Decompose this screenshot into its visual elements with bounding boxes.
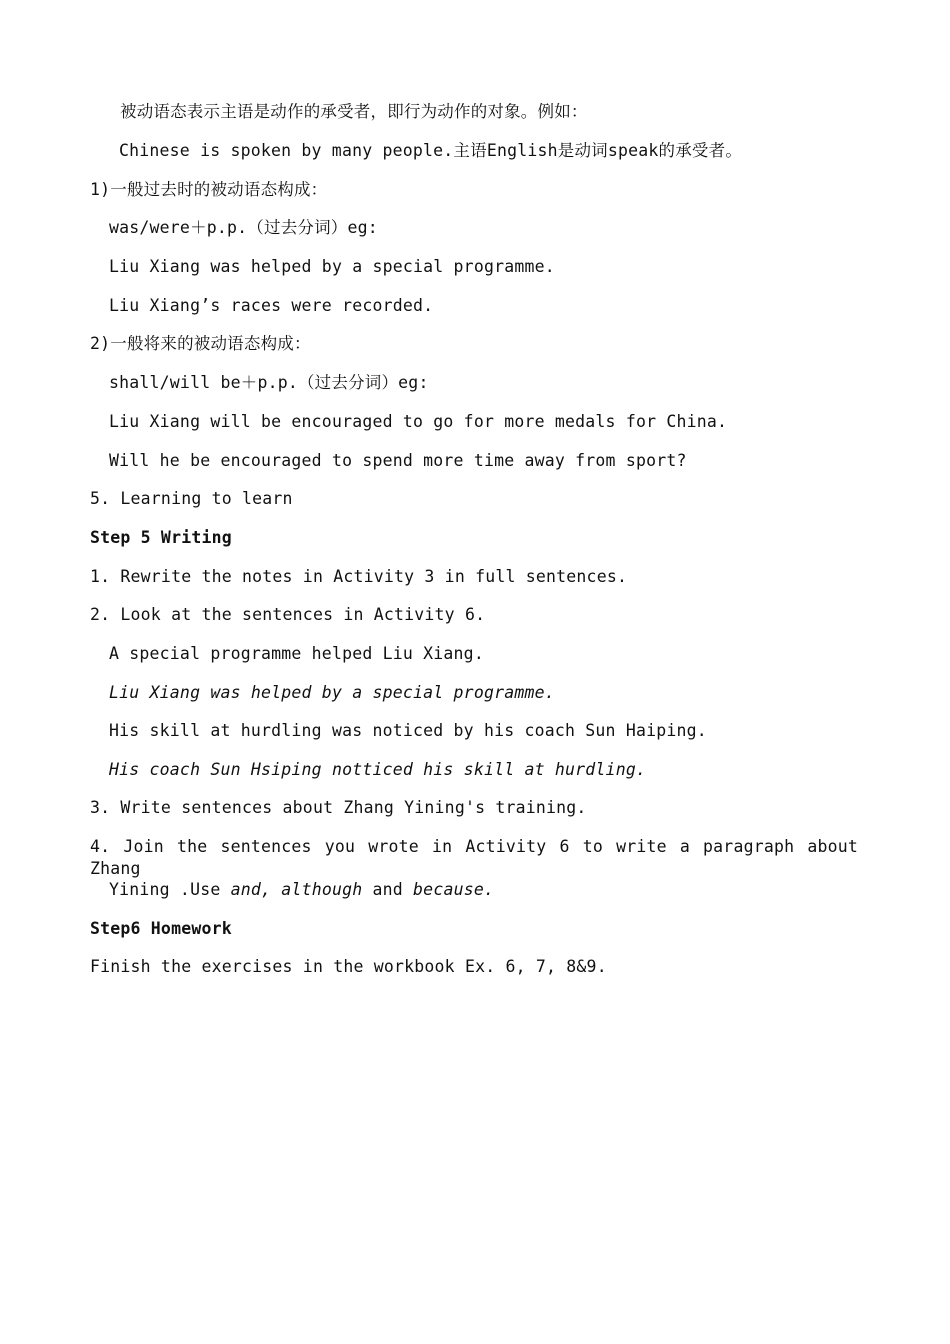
- past-passive-structure: was/were＋p.p.（过去分词）eg:: [109, 218, 378, 237]
- item4-word-although: although: [281, 880, 363, 899]
- step5-heading: Step 5 Writing: [90, 528, 232, 547]
- item4-word-and: and,: [230, 880, 272, 899]
- active-sentence-1: A special programme helped Liu Xiang.: [109, 644, 484, 663]
- future-example-2: Will he be encouraged to spend more time away from sport?: [109, 451, 687, 470]
- step6-heading: Step6 Homework: [90, 919, 232, 938]
- step5-item-3: 3. Write sentences about Zhang Yining's training.: [90, 798, 587, 817]
- item4-text-start: Yining .Use: [109, 880, 231, 899]
- past-example-1: Liu Xiang was helped by a special programme.: [109, 257, 555, 276]
- passive-intro-chinese: 被动语态表示主语是动作的承受者，即行为动作的对象。例如：: [120, 102, 588, 121]
- item4-text-mid: and: [362, 880, 414, 899]
- item4-space: [271, 880, 281, 899]
- future-passive-structure: shall/will be＋p.p.（过去分词）eg:: [109, 373, 429, 392]
- past-passive-heading: 1)一般过去时的被动语态构成：: [90, 180, 328, 199]
- future-example-1: Liu Xiang will be encouraged to go for more medals for China.: [109, 412, 728, 431]
- step5-item-1: 1. Rewrite the notes in Activity 3 in full sentences.: [90, 567, 628, 586]
- item4-word-because: because.: [413, 880, 495, 899]
- passive-intro-example: Chinese is spoken by many people.主语English是动词speak的承受者。: [119, 141, 743, 160]
- passive-sentence-1: Liu Xiang was helped by a special programme.: [109, 683, 555, 702]
- learning-to-learn-heading: 5. Learning to learn: [90, 489, 293, 508]
- future-passive-heading: 2)一般将来的被动语态构成：: [90, 334, 311, 353]
- step5-item-4-line-1: 4. Join the sentences you wrote in Activity 6 to write a paragraph about Zhang: [90, 837, 858, 878]
- past-example-2: Liu Xiang’s races were recorded.: [109, 296, 434, 315]
- step5-item-4-line-2: [109, 879, 494, 901]
- active-sentence-2: His skill at hurdling was noticed by his coach Sun Haiping.: [109, 721, 707, 740]
- step5-item-2: 2. Look at the sentences in Activity 6.: [90, 605, 486, 624]
- passive-sentence-2: His coach Sun Hsiping notticed his skill at hurdling.: [109, 760, 647, 779]
- step6-homework-text: Finish the exercises in the workbook Ex. 6, 7, 8&9.: [90, 957, 607, 976]
